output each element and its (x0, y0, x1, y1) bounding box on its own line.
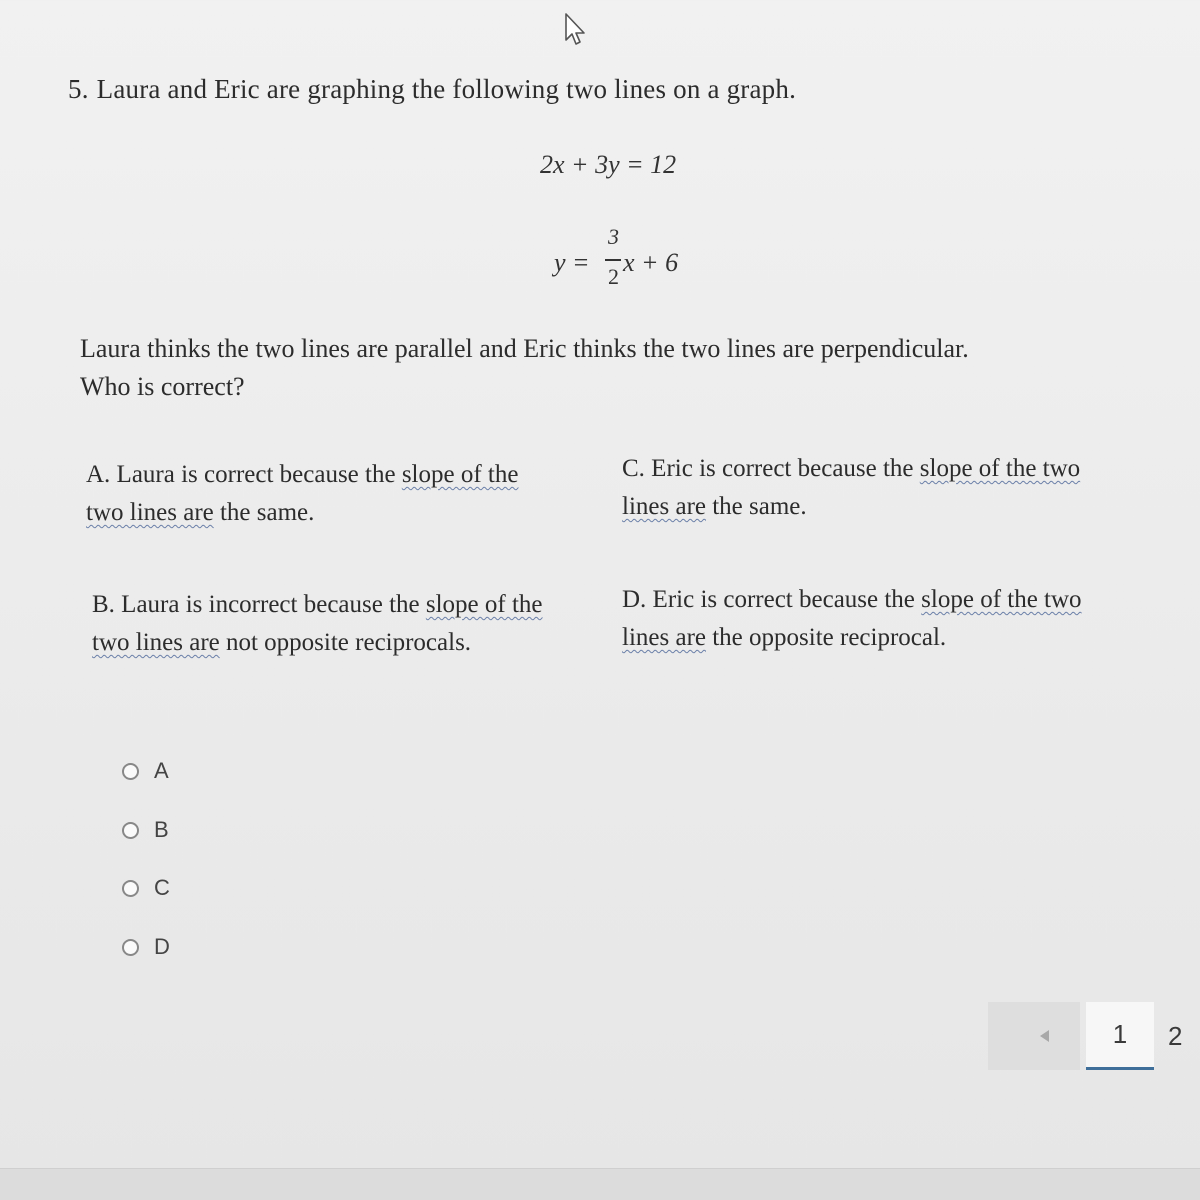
question-stem: Laura and Eric are graphing the following two lines on a graph. (96, 74, 797, 104)
choice-d-underlined-1: slope of the two (921, 586, 1082, 613)
choice-d-underlined-2: lines are (622, 624, 706, 651)
page-1-button[interactable]: 1 (1086, 1002, 1154, 1070)
choice-c-underlined-1: slope of the two (919, 455, 1081, 482)
radio-button-d[interactable] (122, 939, 139, 956)
choice-a-text (86, 456, 606, 532)
radio-button-b[interactable] (122, 822, 139, 839)
question-text (68, 74, 796, 105)
choice-b-underlined-1: slope of the (425, 591, 543, 618)
choice-c-text (622, 450, 1142, 526)
choice-a-underlined-2: two lines are (86, 499, 214, 526)
mouse-pointer-icon (563, 12, 589, 48)
prompt-line-1: Laura thinks the two lines are parallel and Eric thinks the two lines are perpendicular. (80, 334, 969, 363)
equation-2-lhs: y = (554, 248, 590, 277)
question-number: 5. (68, 74, 89, 104)
radio-option-a[interactable] (122, 758, 169, 784)
fraction-numerator: 3 (608, 224, 619, 249)
screen-bottom-edge (0, 1168, 1200, 1200)
choice-a-end: the same. (213, 499, 315, 526)
equation-2-rhs: x + 6 (623, 248, 679, 277)
equation-1: 2x + 3y = 12 (540, 150, 677, 179)
radio-label-d[interactable]: D (154, 934, 170, 959)
choice-b-underlined-2: two lines are (92, 629, 220, 656)
choice-b-start: B. Laura is incorrect because the (92, 591, 426, 618)
prompt-line-2: Who is correct? (80, 372, 245, 401)
radio-label-a[interactable]: A (154, 758, 169, 783)
fraction-bar (605, 259, 621, 261)
radio-label-c[interactable]: C (154, 875, 170, 900)
page-2-button[interactable]: 2 (1168, 1020, 1183, 1051)
equation-2 (554, 222, 714, 300)
radio-button-c[interactable] (122, 880, 139, 897)
choice-c-start: C. Eric is correct because the (622, 455, 920, 482)
choice-a-start: A. Laura is correct because the (86, 461, 402, 488)
fraction-denominator: 2 (608, 264, 619, 289)
choice-d-text (622, 581, 1142, 657)
choice-b-text (92, 586, 612, 662)
previous-page-button[interactable] (988, 1002, 1080, 1070)
choice-d-end: the opposite reciprocal. (705, 624, 947, 651)
choice-c-underlined-2: lines are (622, 493, 706, 520)
radio-option-d[interactable] (122, 934, 170, 960)
radio-option-b[interactable] (122, 817, 169, 843)
radio-label-b[interactable]: B (154, 817, 169, 842)
triangle-left-icon (1040, 1030, 1049, 1042)
choice-d-start: D. Eric is correct because the (622, 586, 922, 613)
radio-option-c[interactable] (122, 875, 170, 901)
radio-button-a[interactable] (122, 763, 139, 780)
pagination (988, 1002, 1200, 1070)
choice-a-underlined-1: slope of the (401, 461, 519, 488)
choice-b-end: not opposite reciprocals. (219, 629, 472, 656)
choice-c-end: the same. (705, 493, 807, 520)
